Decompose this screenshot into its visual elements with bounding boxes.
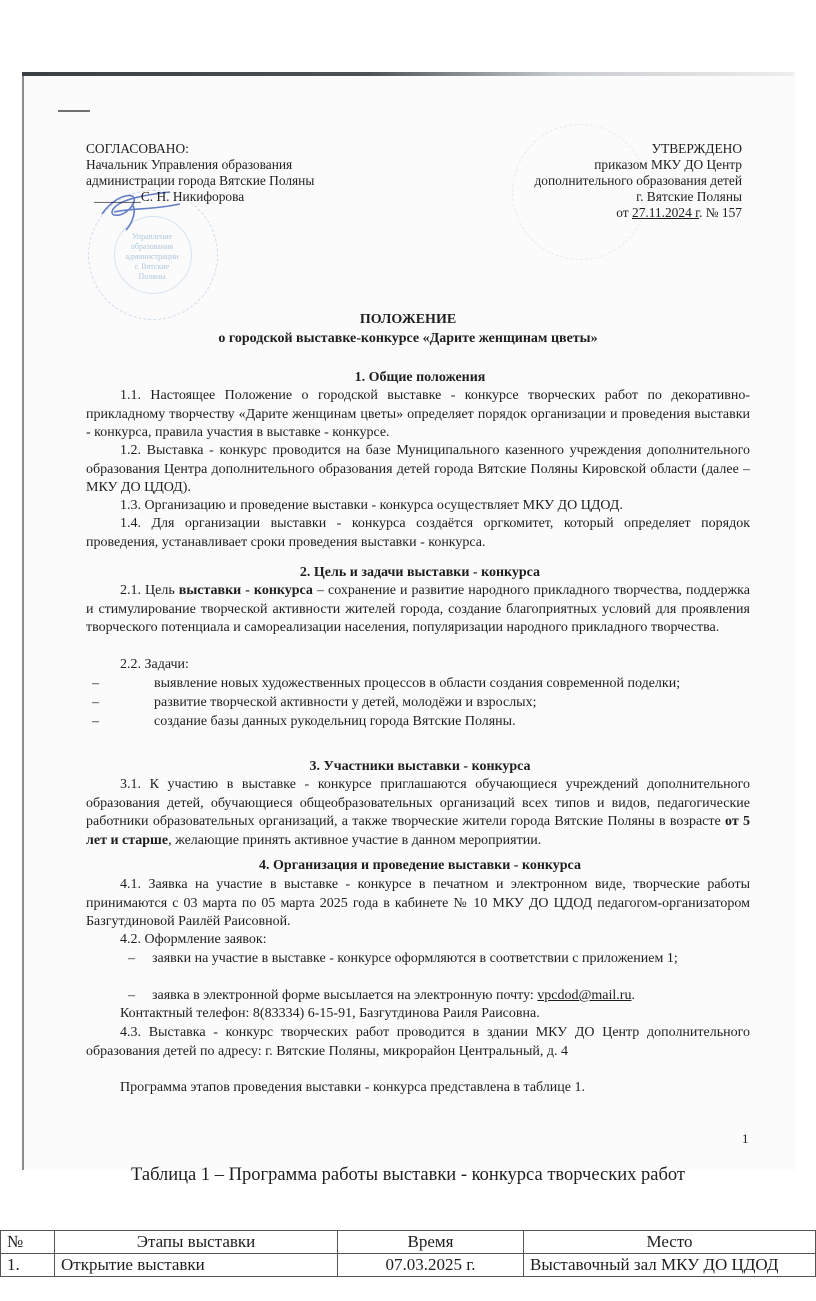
- program-note: Программа этапов проведения выставки - конкурса представлена в таблице 1.: [120, 1080, 585, 1095]
- scan-mark: [58, 110, 90, 112]
- agreed-organization: администрации города Вятские Поляны: [86, 173, 315, 188]
- table-caption: Таблица 1 – Программа работы выставки - конкурса творческих работ: [131, 1165, 685, 1185]
- application-item: – заявка в электронной форме высылается на электронную почту: vpcdod@mail.ru.: [128, 988, 635, 1003]
- approved-line2: дополнительного образования детей: [534, 173, 742, 188]
- agreed-signature: _______С. Н. Никифорова: [94, 189, 245, 204]
- cell-place: Выставочный зал МКУ ДО ЦДОД: [524, 1254, 816, 1277]
- order-date: 27.11.2024 г: [632, 205, 700, 220]
- section-1-heading: 1. Общие положения: [354, 370, 486, 385]
- paragraph-4-2: 4.2. Оформление заявок:: [120, 932, 267, 947]
- cell-number: 1.: [1, 1254, 55, 1277]
- section-3-heading: 3. Участники выставки - конкурса: [309, 759, 531, 774]
- paragraph-1-3: 1.3. Организацию и проведение выставки - конкурса осуществляет МКУ ДО ЦДОД.: [120, 498, 623, 513]
- approval-approved-block: [534, 141, 742, 221]
- approved-order: от 27.11.2024 г. № 157: [616, 205, 742, 220]
- agreed-position: Начальник Управления образования: [86, 157, 293, 172]
- contact-phone: Контактный телефон: 8(83334) 6-15-91, Базгутдинова Раиля Раисовна.: [120, 1006, 540, 1021]
- col-header-time: Время: [338, 1231, 524, 1254]
- program-table: [0, 1230, 816, 1277]
- page-number: 1: [742, 1131, 749, 1146]
- table-header-row: [1, 1231, 816, 1254]
- scan-edge: [22, 72, 794, 76]
- table-row: [1, 1254, 816, 1277]
- paragraph-2-1: 2.1. Цель выставки - конкурса – сохранение и развитие народного прикладного творчества, поддержка и стимулирование творческой активности жителей города, создание благоприятных условий для проявления творческого потенциала и самореализации населения, популяризации народного прикладного творчества.: [86, 583, 750, 636]
- agreed-heading: СОГЛАСОВАНО:: [86, 141, 189, 156]
- document-title: ПОЛОЖЕНИЕ: [359, 312, 457, 327]
- application-item: – заявки на участие в выставке - конкурсе оформляются в соответствии с приложением 1;: [128, 951, 678, 966]
- approved-heading: УТВЕРЖДЕНО: [651, 141, 742, 156]
- section-2-heading: 2. Цель и задачи выставки - конкурса: [299, 565, 541, 580]
- col-header-number: №: [1, 1231, 55, 1254]
- stamp-left-text: Управление образования администрации г. Вятские Поляны: [125, 232, 179, 281]
- approval-agreed-block: [86, 141, 314, 205]
- section-4-heading: 4. Организация и проведение выставки - конкурса: [259, 858, 581, 873]
- cell-time: 07.03.2025 г.: [338, 1254, 524, 1277]
- paragraph-4-3: 4.3. Выставка - конкурс творческих работ проводится в здании МКУ ДО Центр дополнительного образования детей по адресу: г. Вятские Поляны, микрорайон Центральный, д. 4: [86, 1025, 750, 1059]
- approved-line3: г. Вятские Поляны: [636, 189, 742, 204]
- paragraph-3-1: 3.1. К участию в выставке - конкурсе приглашаются обучающиеся учреждений дополнительного образования детей, обучающиеся общеобразовательных организаций всех типов и видов, педагогические работники образовательных организаций, а также творческие жители города Вятские Поляны в возрасте от 5 лет и старше, желающие принять активное участие в данном мероприятии.: [86, 777, 750, 848]
- document-subtitle: о городской выставке-конкурсе «Дарите женщинам цветы»: [218, 331, 598, 346]
- email-link[interactable]: vpcdod@mail.ru: [537, 988, 632, 1003]
- paragraph-2-2: 2.2. Задачи:: [120, 657, 189, 672]
- paragraph-1-4: 1.4. Для организации выставки - конкурса создаётся оргкомитет, который определяет порядок проведения, устанавливает сроки проведения выставки - конкурса.: [86, 516, 750, 550]
- paragraph-1-2: 1.2. Выставка - конкурс проводится на базе Муниципального казенного учреждения дополнительного образования Центра дополнительного образования детей города Вятские Поляны Кировской области (далее – МКУ ДО ЦДОД).: [86, 443, 750, 496]
- paragraph-4-1: 4.1. Заявка на участие в выставке - конкурсе в печатном и электронном виде, творческие работы принимаются с 03 марта по 05 марта 2025 года в кабинете № 10 МКУ ДО ЦДОД педагогом-организатором Базгутдиновой Раилёй Раисовной.: [86, 877, 750, 930]
- approved-line1: приказом МКУ ДО Центр: [594, 157, 742, 172]
- paragraph-1-1: 1.1. Настоящее Положение о городской выставке - конкурсе творческих работ по декоративно-прикладному творчеству «Дарите женщинам цветы» определяет порядок организации и проведения выставки - конкурса, правила участия в выставке - конкурсе.: [86, 388, 750, 441]
- cell-stage: Открытие выставки: [55, 1254, 338, 1277]
- col-header-stage: Этапы выставки: [55, 1231, 338, 1254]
- col-header-place: Место: [524, 1231, 816, 1254]
